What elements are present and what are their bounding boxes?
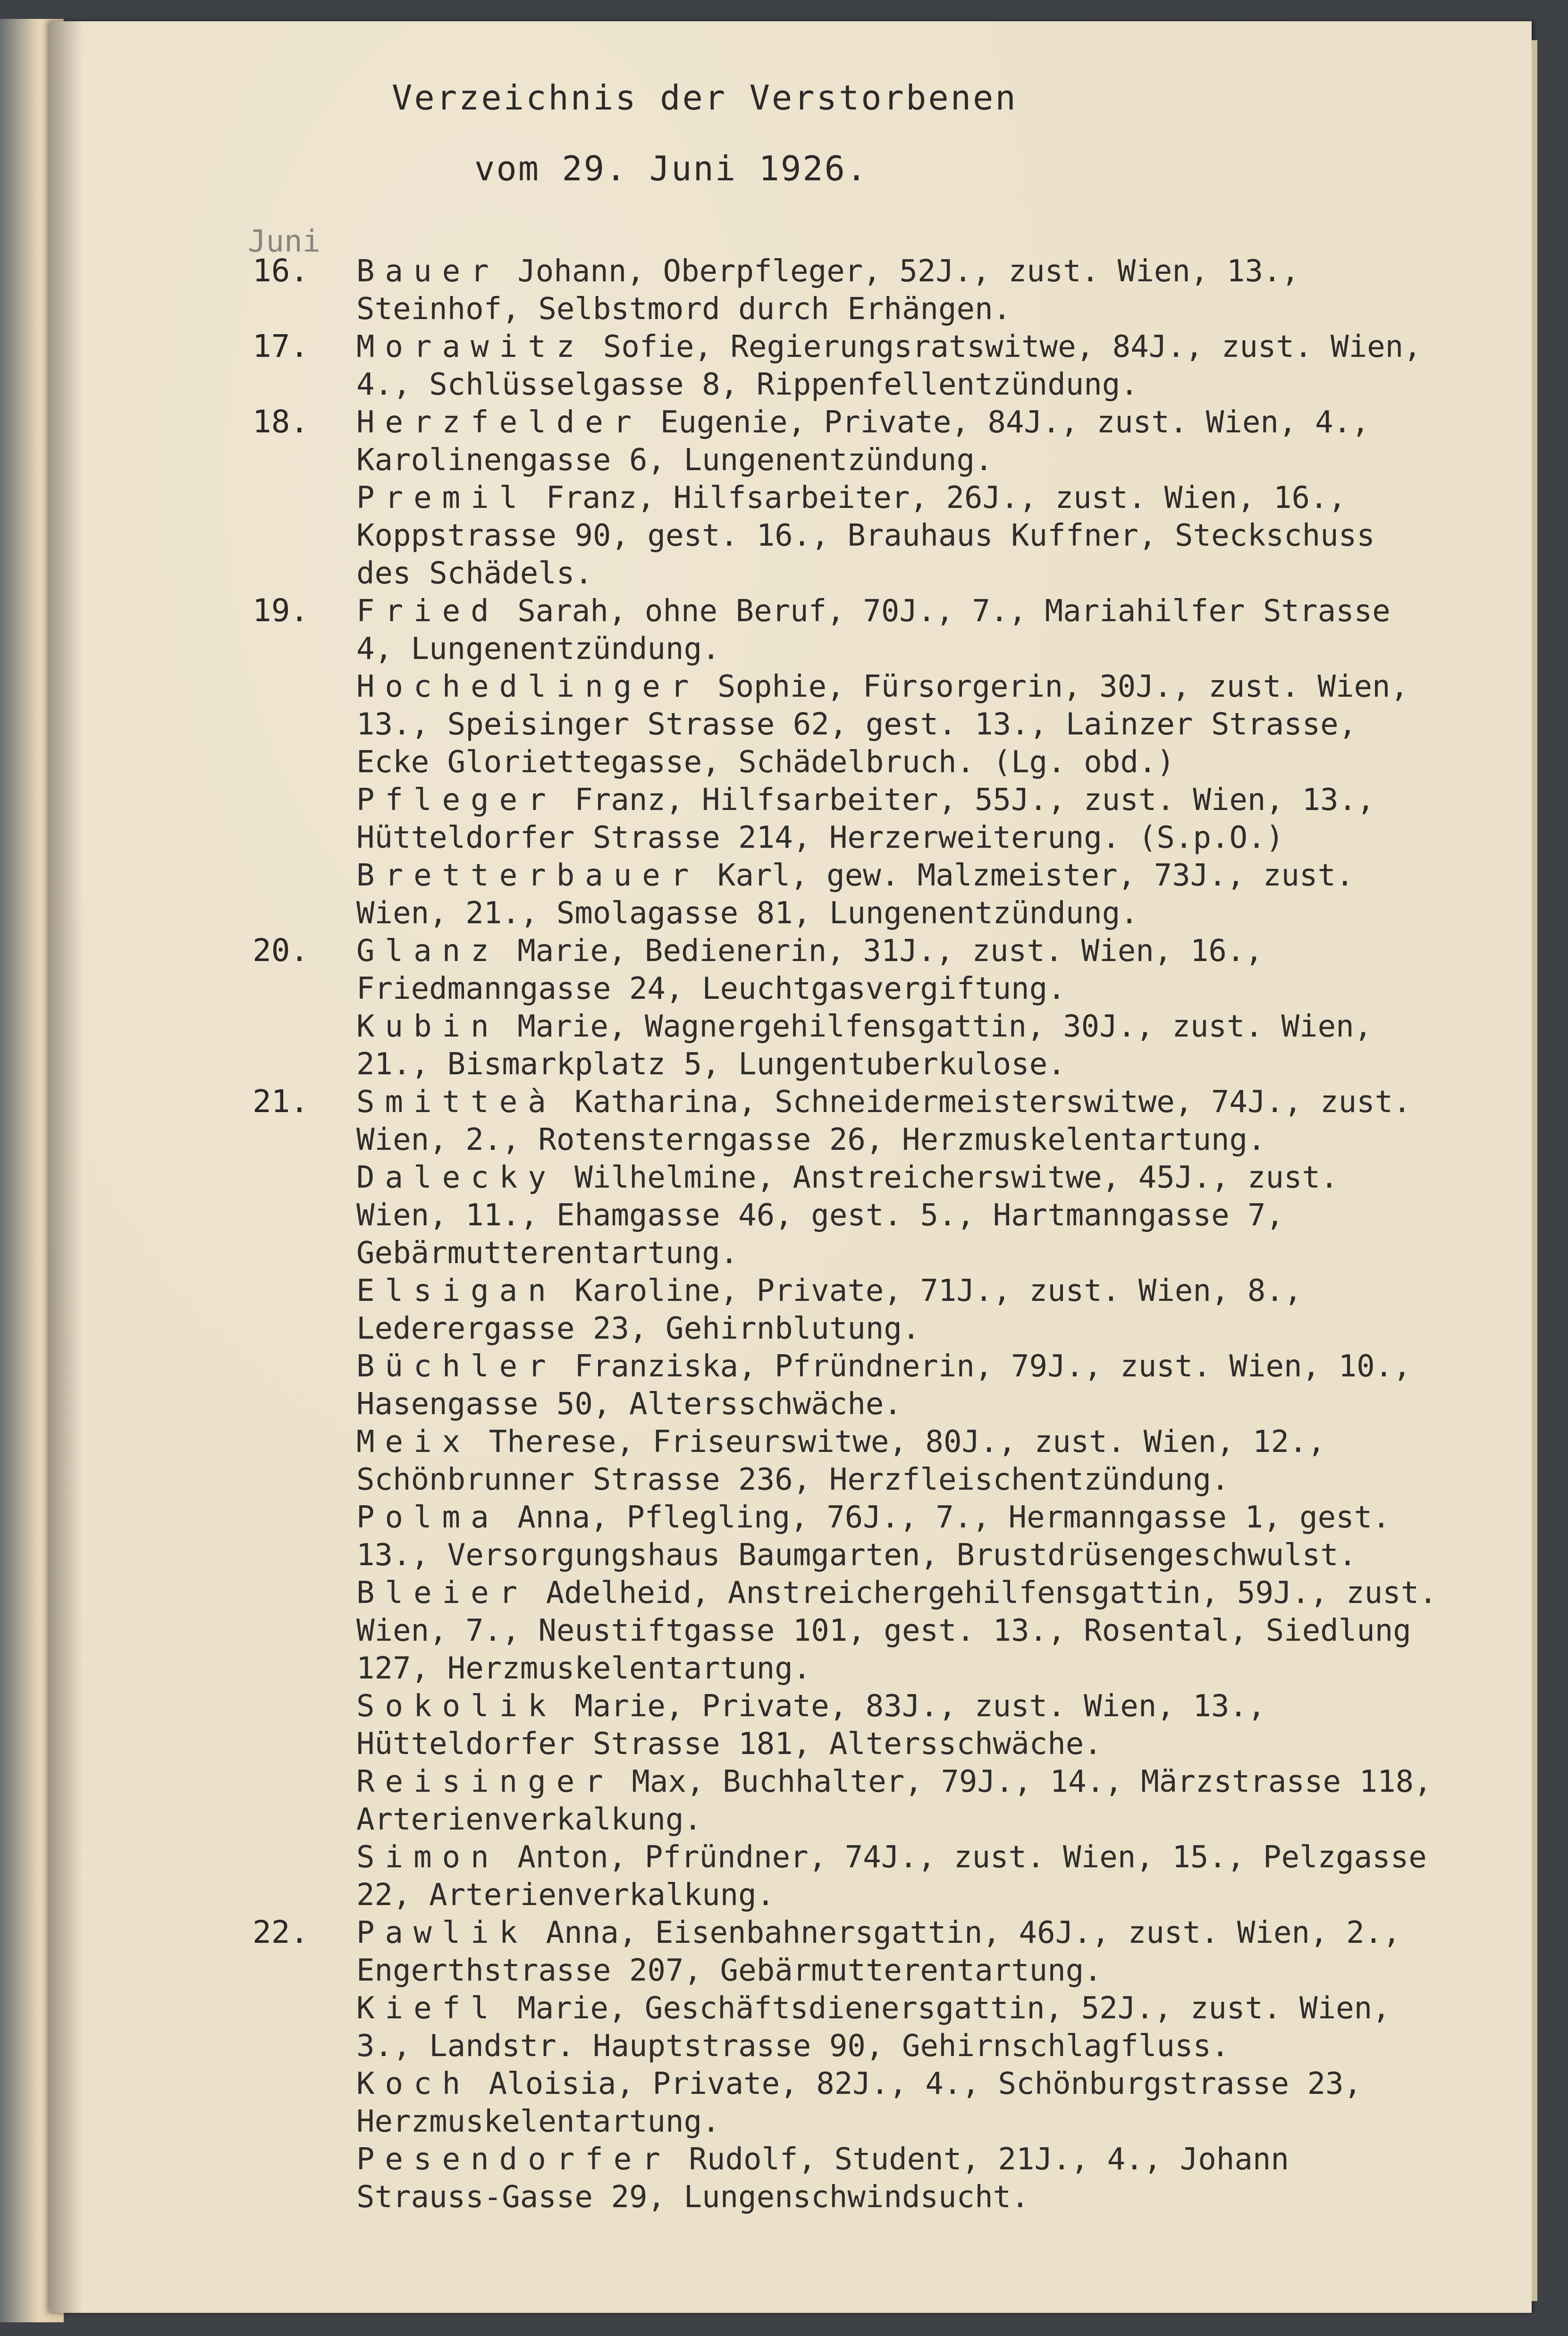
entry-surname: Büchler (356, 1349, 556, 1384)
register-entry (50, 1423, 1532, 1499)
register-entry (50, 479, 1532, 592)
death-register-list (50, 253, 1532, 2216)
entry-details: Anna, Pflegling, 76J., 7., Hermanngasse 1, gest. 13., Versorgungshaus Baumgarten, Brustdrüsengeschwulst. (356, 1500, 1391, 1573)
entry-details: Karl, gew. Malzmeister, 73J., zust. Wien, 21., Smolagasse 81, Lungenentzündung. (356, 858, 1354, 931)
entry-text (356, 1159, 1442, 1272)
register-entry (50, 2141, 1532, 2216)
entry-text (356, 1914, 1442, 1990)
entry-date: 16. (253, 253, 309, 289)
entry-details: Katharina, Schneidermeisterswitwe, 74J., zust. Wien, 2., Rotensterngasse 26, Herzmuskelentartung. (356, 1085, 1411, 1157)
entry-text (356, 1990, 1442, 2065)
entry-surname: Pawlik (356, 1915, 528, 1950)
entry-text (356, 1008, 1442, 1083)
entry-details: Marie, Private, 83J., zust. Wien, 13., Hütteldorfer Strasse 181, Altersschwäche. (356, 1689, 1266, 1762)
entry-surname: Bleier (356, 1576, 528, 1611)
entry-text (356, 1763, 1442, 1838)
entry-surname: Sokolik (356, 1689, 556, 1724)
entry-text (356, 1838, 1442, 1914)
entry-text (356, 253, 1442, 328)
entry-text (356, 668, 1442, 781)
entry-surname: Fried (356, 594, 499, 629)
entry-details: Johann, Oberpfleger, 52J., zust. Wien, 13., Steinhof, Selbstmord durch Erhängen. (356, 254, 1300, 327)
entry-details: Franz, Hilfsarbeiter, 26J., zust. Wien, 16., Koppstrasse 90, gest. 16., Brauhaus Kuffner, Steckschuss des Schädels. (356, 481, 1375, 591)
entry-text (356, 2141, 1442, 2216)
entry-surname: Reisinger (356, 1764, 614, 1799)
entry-surname: Bretterbauer (356, 858, 700, 893)
register-entry (50, 592, 1532, 668)
entry-text (356, 479, 1442, 592)
month-label: Juni (248, 224, 321, 259)
page-edge (1532, 40, 1537, 2301)
register-entry (50, 1008, 1532, 1083)
entry-surname: Smitteà (356, 1085, 556, 1120)
register-entry (50, 2065, 1532, 2141)
register-entry (50, 1499, 1532, 1574)
entry-date: 22. (253, 1914, 309, 1950)
register-entry (50, 1083, 1532, 1159)
entry-text (356, 932, 1442, 1008)
register-entry (50, 1159, 1532, 1272)
entry-text (356, 404, 1442, 479)
register-entry (50, 404, 1532, 479)
entry-surname: Kubin (356, 1009, 499, 1044)
entry-text (356, 1499, 1442, 1574)
entry-text (356, 781, 1442, 857)
entry-surname: Premil (356, 481, 528, 515)
register-entry (50, 1348, 1532, 1423)
entry-details: Sofie, Regierungsratswitwe, 84J., zust. Wien, 4., Schlüsselgasse 8, Rippenfellentzündung. (356, 329, 1422, 402)
entry-text (356, 1272, 1442, 1348)
entry-surname: Pfleger (356, 783, 556, 818)
entry-date: 19. (253, 592, 309, 629)
entry-surname: Herzfelder (356, 405, 642, 440)
register-entry (50, 668, 1532, 781)
entry-details: Marie, Geschäftsdienersgattin, 52J., zust. Wien, 3., Landstr. Hauptstrasse 90, Gehirnschlagfluss. (356, 1991, 1391, 2064)
entry-details: Wilhelmine, Anstreicherswitwe, 45J., zust. Wien, 11., Ehamgasse 46, gest. 5., Hartmanngasse 7, Gebärmutterentartung. (356, 1160, 1339, 1271)
entry-text (356, 592, 1442, 668)
entry-text (356, 1083, 1442, 1159)
entry-details: Aloisia, Private, 82J., 4., Schönburgstrasse 23, Herzmuskelentartung. (356, 2066, 1362, 2139)
entry-details: Anton, Pfründner, 74J., zust. Wien, 15., Pelzgasse 22, Arterienverkalkung. (356, 1840, 1427, 1913)
entry-surname: Morawitz (356, 329, 585, 364)
entry-text (356, 328, 1442, 404)
entry-surname: Glanz (356, 934, 499, 969)
entry-details: Anna, Eisenbahnersgattin, 46J., zust. Wien, 2., Engerthstrasse 207, Gebärmutterentartung. (356, 1915, 1401, 1988)
entry-text (356, 1348, 1442, 1423)
document-title: Verzeichnis der Verstorbenen (392, 78, 1018, 118)
entry-details: Therese, Friseurswitwe, 80J., zust. Wien, 12., Schönbrunner Strasse 236, Herzfleischentzündung. (356, 1425, 1326, 1497)
entry-details: Eugenie, Private, 84J., zust. Wien, 4., Karolinengasse 6, Lungenentzündung. (356, 405, 1370, 478)
entry-surname: Elsigan (356, 1273, 556, 1308)
register-entry (50, 1914, 1532, 1990)
register-entry (50, 1838, 1532, 1914)
register-entry (50, 932, 1532, 1008)
entry-details: Karoline, Private, 71J., zust. Wien, 8., Lederergasse 23, Gehirnblutung. (356, 1273, 1302, 1346)
register-entry (50, 1574, 1532, 1687)
register-entry (50, 857, 1532, 932)
entry-surname: Polma (356, 1500, 499, 1535)
entry-details: Marie, Bedienerin, 31J., zust. Wien, 16., Friedmanngasse 24, Leuchtgasvergiftung. (356, 934, 1263, 1006)
entry-surname: Koch (356, 2066, 471, 2101)
entry-text (356, 1423, 1442, 1499)
register-entry (50, 1272, 1532, 1348)
register-entry (50, 781, 1532, 857)
entry-surname: Hochedlinger (356, 669, 700, 704)
entry-surname: Bauer (356, 254, 499, 289)
entry-surname: Kiefl (356, 1991, 499, 2026)
register-entry (50, 1990, 1532, 2065)
entry-text (356, 2065, 1442, 2141)
register-entry (50, 1763, 1532, 1838)
entry-details: Sophie, Fürsorgerin, 30J., zust. Wien, 13., Speisinger Strasse 62, gest. 13., Lainzer Strasse, Ecke Gloriettegasse, Schädelbruch. (Lg. obd.) (356, 669, 1409, 780)
register-entry (50, 1687, 1532, 1763)
entry-surname: Simon (356, 1840, 499, 1875)
entry-details: Marie, Wagnergehilfensgattin, 30J., zust. Wien, 21., Bismarkplatz 5, Lungentuberkulose. (356, 1009, 1373, 1082)
document-subtitle: vom 29. Juni 1926. (474, 149, 868, 188)
entry-text (356, 1574, 1442, 1687)
entry-details: Franziska, Pfründnerin, 79J., zust. Wien, 10., Hasengasse 50, Altersschwäche. (356, 1349, 1411, 1422)
entry-details: Max, Buchhalter, 79J., 14., Märzstrasse 118, Arterienverkalkung. (356, 1764, 1432, 1837)
entry-details: Franz, Hilfsarbeiter, 55J., zust. Wien, 13., Hütteldorfer Strasse 214, Herzerweiterung. (S.p.O.) (356, 783, 1375, 855)
entry-details: Adelheid, Anstreichergehilfensgattin, 59J., zust. Wien, 7., Neustiftgasse 101, gest. 13., Rosental, Siedlung 127, Herzmuskelentartung. (356, 1576, 1437, 1686)
entry-date: 17. (253, 328, 309, 364)
entry-date: 20. (253, 932, 309, 969)
document-page (50, 21, 1532, 2313)
entry-surname: Dalecky (356, 1160, 556, 1195)
entry-date: 21. (253, 1083, 309, 1120)
entry-details: Sarah, ohne Beruf, 70J., 7., Mariahilfer Strasse 4, Lungenentzündung. (356, 594, 1391, 666)
register-entry (50, 328, 1532, 404)
entry-details: Rudolf, Student, 21J., 4., Johann Strauss-Gasse 29, Lungenschwindsucht. (356, 2142, 1289, 2215)
entry-surname: Pesendorfer (356, 2142, 671, 2177)
entry-surname: Meix (356, 1425, 471, 1459)
entry-text (356, 857, 1442, 932)
register-entry (50, 253, 1532, 328)
entry-date: 18. (253, 404, 309, 440)
entry-text (356, 1687, 1442, 1763)
